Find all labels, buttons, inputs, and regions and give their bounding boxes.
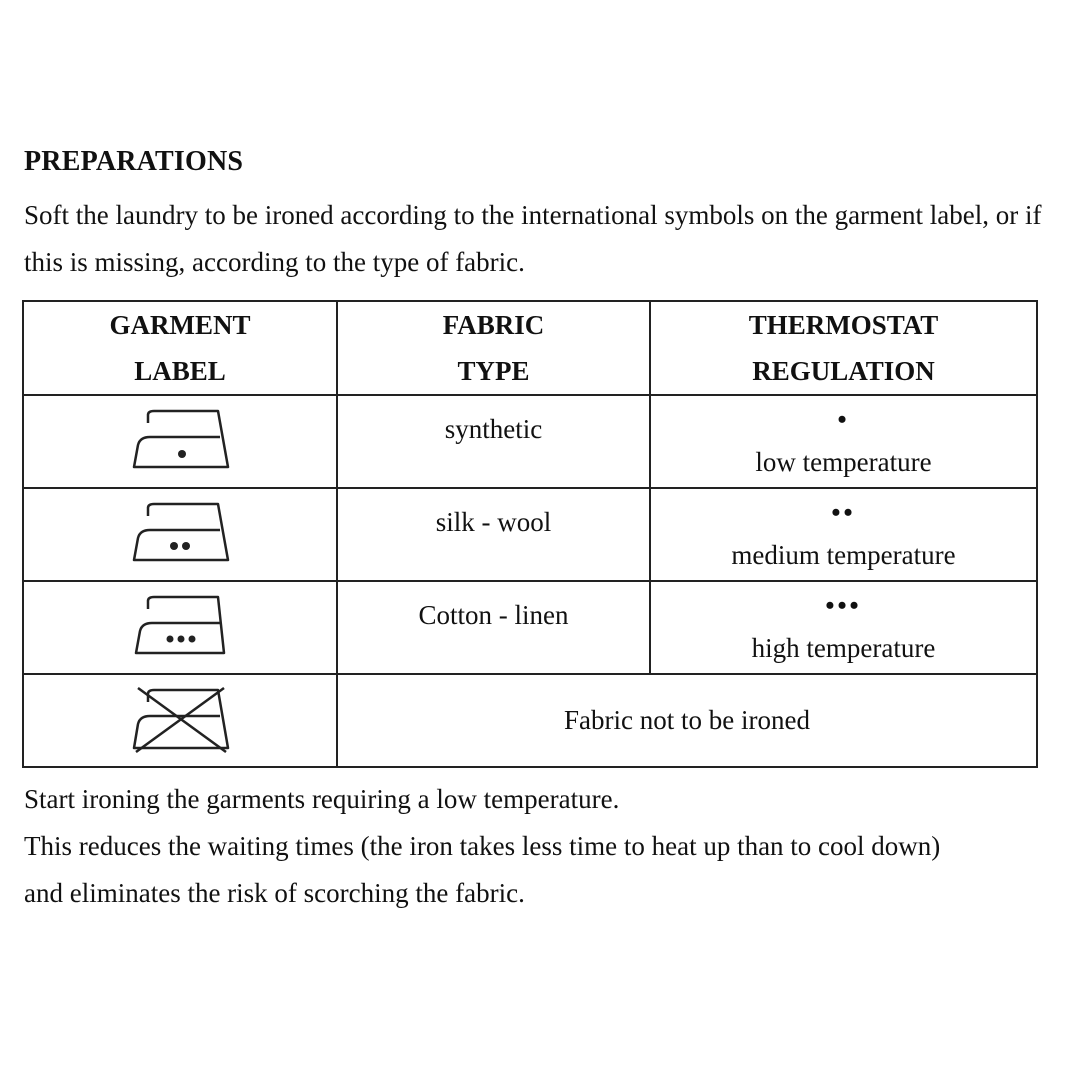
section-heading: PREPARATIONS: [24, 146, 244, 177]
garment-label-cell: [23, 488, 337, 581]
fabric-type: silk - wool: [435, 507, 552, 537]
header-fabric-type: [337, 301, 650, 395]
garment-label-cell: [23, 581, 337, 674]
table-header-row: [23, 301, 1037, 395]
header-garment-label: [23, 301, 337, 395]
temperature-label: medium temperature: [731, 539, 956, 570]
table-row: [23, 395, 1037, 488]
iron-one-dot-icon: [24, 407, 336, 477]
header-text: GARMENT: [109, 310, 251, 340]
header-text: REGULATION: [752, 356, 935, 386]
fabric-type-cell: [337, 395, 650, 488]
fabric-type-cell: [337, 581, 650, 674]
garment-label-cell: [23, 674, 337, 767]
temperature-dots: •: [837, 404, 850, 434]
fabric-type: synthetic: [444, 414, 543, 444]
table-row: [23, 674, 1037, 767]
do-not-iron-icon: [24, 686, 336, 756]
header-text: FABRIC: [442, 310, 545, 340]
table-row: [23, 488, 1037, 581]
header-thermostat-regulation: [650, 301, 1037, 395]
garment-label-cell: [23, 395, 337, 488]
table-row: [23, 581, 1037, 674]
outro-paragraph: [24, 776, 1064, 917]
not-ironed-note: Fabric not to be ironed: [564, 705, 810, 735]
outro-line: This reduces the waiting times (the iron takes less time to heat up than to cool down): [24, 831, 941, 861]
outro-line: and eliminates the risk of scorching the fabric.: [24, 878, 525, 908]
regulation-cell: [650, 395, 1037, 488]
fabric-type: Cotton - linen: [418, 600, 569, 630]
intro-paragraph: Soft the laundry to be ironed according to the international symbols on the garment label, or if this is missing, according to the type of fabric.: [24, 200, 1042, 277]
iron-three-dots-icon: [24, 593, 336, 663]
outro-line: Start ironing the garments requiring a low temperature.: [24, 784, 620, 814]
temperature-label: low temperature: [755, 446, 932, 477]
fabric-type-cell: [337, 488, 650, 581]
header-text: THERMOSTAT: [748, 310, 939, 340]
header-text: TYPE: [457, 356, 530, 386]
iron-two-dots-icon: [24, 500, 336, 570]
regulation-cell: [650, 581, 1037, 674]
header-text: LABEL: [134, 356, 226, 386]
temperature-dots: ••: [831, 497, 856, 527]
temperature-label: high temperature: [751, 632, 936, 663]
temperature-dots: •••: [825, 590, 862, 620]
ironing-symbols-table: [22, 300, 1038, 768]
regulation-cell: [650, 488, 1037, 581]
not-ironed-cell: [337, 674, 1037, 767]
